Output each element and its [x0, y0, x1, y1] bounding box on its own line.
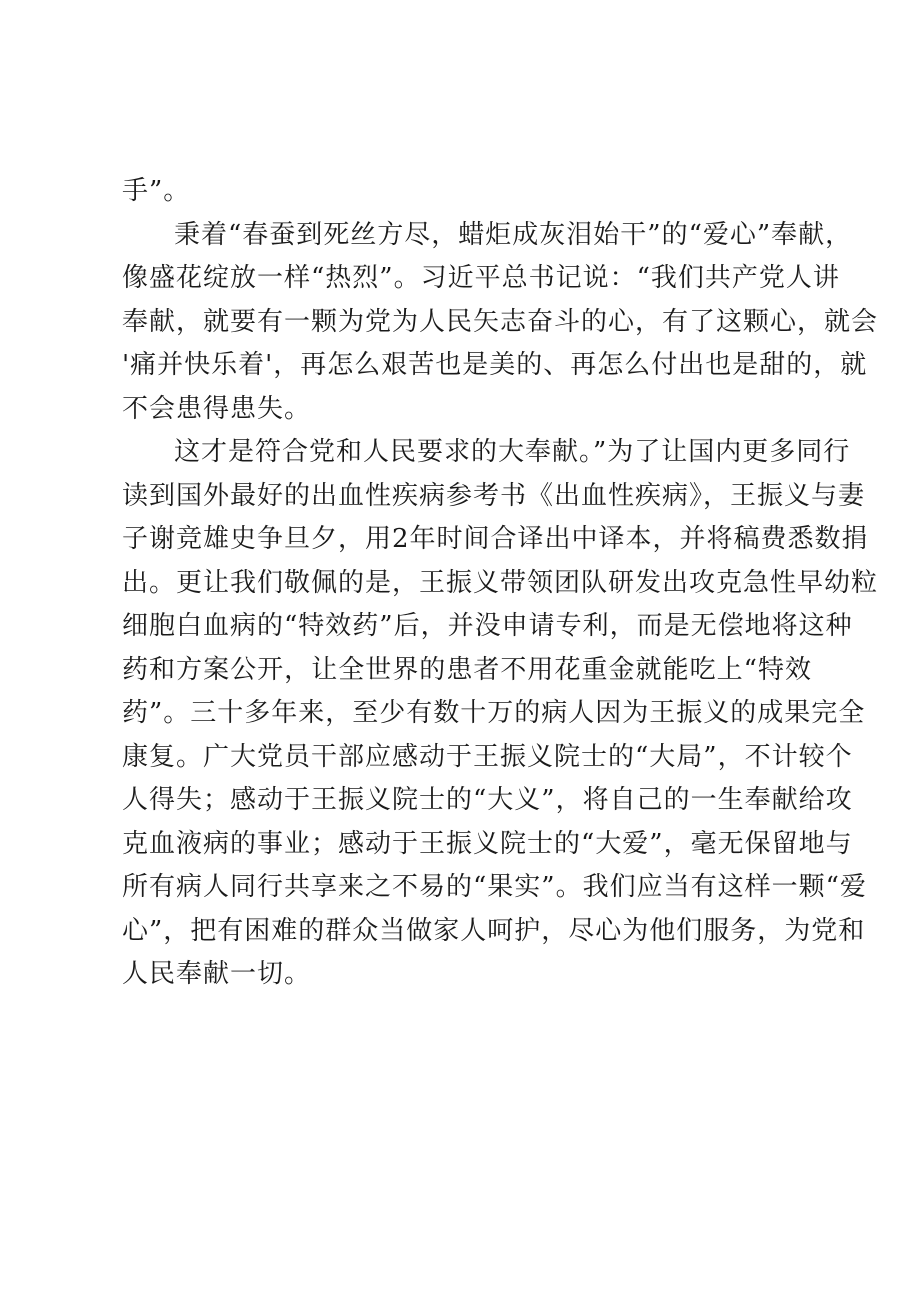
- text-line: 所有病人同行共享来之不易的“果实”。我们应当有这样一颗“爱: [122, 872, 867, 902]
- text-line: 细胞白血病的“特效药”后，并没申请专利，而是无偿地将这种: [122, 611, 853, 641]
- text-line: 子谢竞雄史争旦夕，用2年时间合译出中译本，并将稿费悉数捐: [122, 524, 869, 554]
- text-line: 药”。三十多年来，至少有数十万的病人因为王振义的成果完全: [122, 698, 866, 728]
- text-line: 不会患得患失。: [122, 393, 312, 424]
- text-line: 奉献，就要有一颗为党为人民矢志奋斗的心，有了这颗心，就会: [122, 306, 879, 337]
- text-line: 康复。广大党员干部应感动于王振义院士的“大局”，不计较个: [122, 741, 853, 772]
- text-line: 药和方案公开，让全世界的患者不用花重金就能吃上“特效: [122, 654, 812, 685]
- text-line: 出。更让我们敬佩的是，王振义带领团队研发出攻克急性早幼粒: [122, 567, 879, 598]
- text-line: 秉着“春蚕到死丝方尽，蜡炬成灰泪始干”的“爱心”奉献，: [174, 219, 853, 250]
- text-line: 人得失；感动于王振义院士的“大义”，将自己的一生奉献给攻: [122, 785, 853, 815]
- text-line: 心”，把有困难的群众当做家人呵护，尽心为他们服务，为党和: [122, 915, 866, 946]
- body-text: [122, 170, 879, 997]
- text-line: 手”。: [122, 176, 191, 206]
- text-line: 克血液病的事业；感动于王振义院士的“大爱”，毫无保留地与: [122, 828, 853, 859]
- text-line: 读到国外最好的出血性疾病参考书《出血性疾病》，王振义与妻: [122, 480, 866, 511]
- text-line: 像盛花绽放一样“热烈”。习近平总书记说：“我们共产党人讲: [122, 263, 840, 293]
- text-line: '痛并快乐着'，再怎么艰苦也是美的、再怎么付出也是甜的，就: [122, 350, 868, 380]
- text-line: 这才是符合党和人民要求的大奉献。”为了让国内更多同行: [174, 437, 851, 467]
- text-line: 人民奉献一切。: [122, 959, 312, 989]
